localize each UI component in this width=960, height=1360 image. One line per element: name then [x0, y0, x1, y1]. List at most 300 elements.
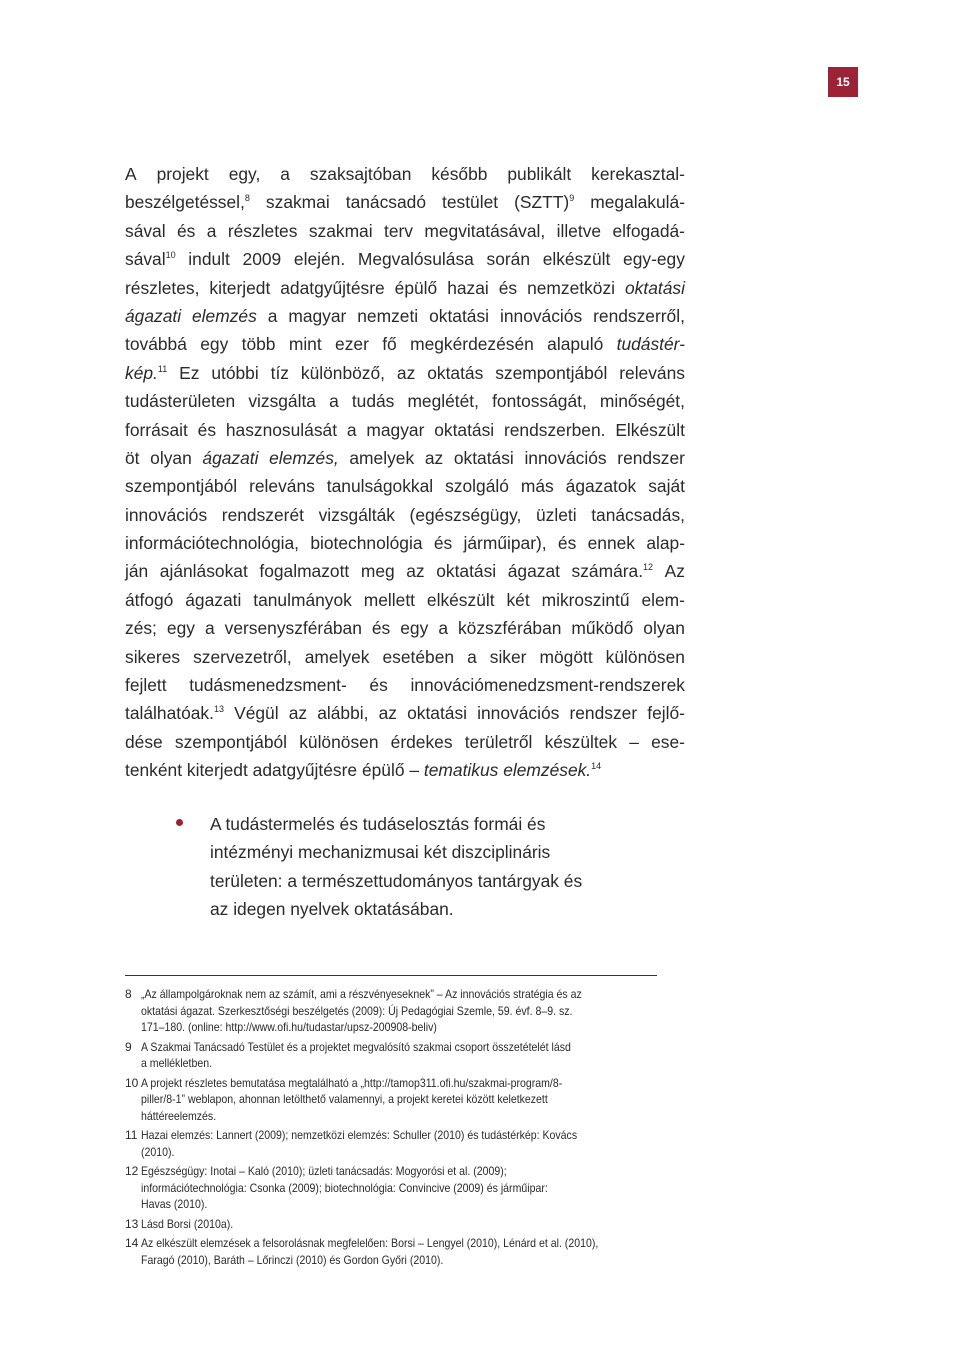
footnote-line: információtechnológia: Csonka (2009); biotechnológia: Convincive (2009) és járműipar:: [141, 1180, 548, 1195]
word: [617, 330, 685, 358]
word: [467, 643, 477, 671]
paragraph-line: [125, 699, 685, 727]
text-fragment: szempontjából: [174, 731, 288, 752]
text-fragment: mögött: [539, 646, 593, 667]
paragraph-line: [125, 671, 685, 699]
word: [588, 529, 635, 557]
text-fragment: az: [378, 703, 397, 724]
word: [253, 586, 352, 614]
text-fragment: tanácsadás,: [591, 504, 685, 525]
word: [358, 245, 474, 273]
word: [382, 330, 397, 358]
footnote-number: 8: [125, 987, 132, 1001]
text-fragment: ágazati: [125, 305, 182, 326]
word: [268, 302, 278, 330]
word: [125, 614, 157, 642]
word: [545, 728, 618, 756]
word: [289, 330, 322, 358]
text-fragment: kiterjedt: [186, 760, 248, 781]
text-fragment: esetében: [382, 646, 455, 667]
text-fragment: kép.: [125, 362, 158, 383]
text-fragment: vizsgálta: [248, 391, 316, 412]
text-fragment: ajánlásokat: [159, 561, 248, 582]
word: [179, 359, 199, 387]
text-fragment: üzleti: [535, 504, 577, 525]
word: [207, 217, 217, 245]
paragraph-line: [125, 416, 685, 444]
text-fragment: szolgáló: [445, 476, 509, 497]
text-fragment: más: [520, 476, 554, 497]
word: [125, 699, 224, 727]
word: [384, 217, 413, 245]
text-fragment: oktatási: [407, 703, 468, 724]
word: [434, 416, 494, 444]
text-fragment: tanácsadó: [345, 192, 426, 213]
text-fragment: öt: [125, 447, 140, 468]
text-fragment: alapuló: [547, 334, 604, 355]
text-fragment: amelyek: [304, 646, 370, 667]
word: [591, 501, 685, 529]
text-fragment: egy-egy: [623, 249, 685, 270]
paragraph-line: [125, 472, 685, 500]
text-fragment: oktatási: [429, 305, 490, 326]
word: [648, 472, 685, 500]
footnote-line: Az elkészült elemzések a felsorolásnak megfelelően: Borsi – Lengyel (2010), Lénárd et al. (2010),: [141, 1236, 599, 1250]
text-fragment: egy: [166, 618, 195, 639]
word: [310, 529, 422, 557]
text-fragment: tanulságokkal: [326, 476, 434, 497]
word: [536, 501, 577, 529]
text-fragment: ágazati: [202, 447, 259, 468]
word: [125, 501, 207, 529]
footnote-number: 13: [125, 1216, 139, 1231]
word: [335, 330, 369, 358]
word: [266, 188, 330, 216]
word: [651, 728, 685, 756]
text-fragment: és: [498, 277, 518, 298]
text-fragment: tematikus: [423, 760, 499, 781]
paragraph-line: [125, 160, 685, 188]
text-fragment: épülő: [361, 760, 405, 781]
word: [600, 387, 685, 415]
word: [352, 387, 395, 415]
word: [188, 245, 230, 273]
word: [665, 557, 685, 585]
word: [234, 699, 278, 727]
paragraph-line: [125, 217, 685, 245]
word: [357, 302, 418, 330]
word: [125, 302, 181, 330]
paragraph-line: [125, 501, 685, 529]
word: [606, 643, 685, 671]
word: [410, 501, 522, 529]
word: [349, 444, 414, 472]
text-fragment: megvitatásával,: [424, 220, 546, 241]
footnote-number: 10: [125, 1075, 139, 1090]
word: [465, 728, 533, 756]
text-fragment: adatgyűjtésre: [280, 277, 385, 298]
word: [200, 330, 228, 358]
bullet-text: [210, 810, 656, 924]
word: [406, 557, 424, 585]
word: [125, 274, 199, 302]
footnote-line: a mellékletben.: [141, 1056, 213, 1070]
text-fragment: magyar: [366, 419, 425, 440]
text-fragment: testület: [442, 192, 499, 213]
word: [125, 472, 237, 500]
word: [438, 614, 448, 642]
word: [445, 472, 509, 500]
bullet-line: A tudástermelés és tudáselosztás formái és: [210, 814, 546, 834]
text-fragment: több: [241, 334, 276, 355]
word: [646, 529, 685, 557]
text-fragment: fejlett: [125, 675, 167, 696]
text-fragment: adatgyűjtésre: [252, 760, 358, 781]
word: [619, 359, 685, 387]
word: [400, 614, 428, 642]
word: [407, 699, 467, 727]
text-fragment: fejlő-: [647, 703, 685, 724]
bullet-item: [176, 810, 656, 924]
word: [424, 217, 545, 245]
text-fragment: ján: [125, 561, 149, 582]
text-fragment: hazai: [447, 277, 489, 298]
text-fragment: érdekes: [390, 731, 453, 752]
word: [591, 160, 685, 188]
footnote: [125, 986, 665, 1036]
text-fragment: terv: [383, 220, 413, 241]
word: [198, 416, 216, 444]
text-fragment: egy,: [228, 164, 261, 184]
bullet-line: intézményi mechanizmusai két diszciplináris: [210, 842, 551, 863]
word: [125, 586, 173, 614]
word: [361, 557, 395, 585]
text-fragment: és: [371, 618, 391, 639]
main-paragraph: [125, 160, 685, 785]
footnote: [125, 1163, 665, 1213]
word: [259, 557, 349, 585]
word: [641, 586, 685, 614]
text-fragment: (egészségügy,: [409, 504, 522, 525]
text-fragment: –: [409, 760, 420, 781]
footnote-line: háttéreelemzés.: [141, 1108, 217, 1123]
text-fragment: siker: [489, 646, 527, 667]
word: [125, 671, 167, 699]
footnote-reference: 13: [213, 704, 224, 715]
text-fragment: ágazat: [507, 561, 560, 582]
footnote-reference: 8: [244, 193, 250, 204]
text-fragment: rendszerét: [221, 504, 304, 525]
footnote-reference: 12: [643, 562, 654, 573]
footnote-line: Faragó (2010), Baráth – Lőrinczi (2010) és Gordon Győri (2010).: [141, 1252, 444, 1267]
text-fragment: elején.: [293, 249, 346, 270]
text-fragment: meg: [360, 561, 395, 582]
text-fragment: alábbi,: [317, 703, 369, 724]
footnote-number: 9: [125, 1039, 132, 1054]
text-fragment: olyan: [643, 618, 685, 639]
text-fragment: indult: [188, 249, 230, 270]
footnote-text: [141, 1163, 665, 1213]
paragraph-line: [125, 756, 685, 784]
bullet-line: az idegen nyelvek oktatásában.: [210, 899, 454, 920]
text-fragment: tenként: [125, 760, 183, 781]
word: [500, 302, 582, 330]
text-fragment: beszélgetéssel,: [125, 192, 245, 213]
text-fragment: illetve: [556, 220, 602, 241]
word: [409, 756, 419, 784]
word: [508, 557, 560, 585]
word: [495, 359, 607, 387]
text-fragment: továbbá: [125, 334, 187, 355]
word: [253, 756, 357, 784]
text-fragment: elkészült: [426, 589, 495, 610]
word: [225, 614, 362, 642]
word: [125, 557, 148, 585]
page-number: 15: [828, 67, 858, 97]
word: [125, 160, 137, 188]
text-fragment: releváns: [249, 476, 315, 497]
footnote-number: 12: [125, 1164, 139, 1178]
word: [391, 728, 453, 756]
paragraph-line: [125, 245, 685, 273]
word: [157, 160, 209, 188]
footnote-line: A Szakmai Tanácsadó Testület és a projektet megvalósító szakmai csoport összetételét lásd: [141, 1039, 571, 1054]
text-fragment: szempontjából: [125, 476, 238, 497]
text-fragment: tudástér-: [616, 334, 685, 355]
text-fragment: később: [431, 164, 488, 184]
footnote-reference: 14: [591, 761, 602, 772]
paragraph-line: [125, 728, 685, 756]
text-fragment: járműipar),: [463, 533, 547, 554]
text-fragment: ennek: [587, 533, 635, 554]
word: [167, 614, 195, 642]
text-fragment: kiterjedt: [209, 277, 271, 298]
word: [379, 699, 397, 727]
text-fragment: ágazatok: [565, 476, 637, 497]
word: [189, 671, 347, 699]
text-fragment: és: [557, 533, 577, 554]
text-fragment: és: [197, 419, 217, 440]
text-fragment: sával: [125, 249, 166, 270]
paragraph-line: [125, 529, 685, 557]
text-fragment: saját: [648, 476, 685, 497]
text-fragment: a: [280, 164, 290, 184]
word: [410, 671, 685, 699]
paragraph-line: [125, 586, 685, 614]
footnote-line: Hazai elemzés: Lannert (2009); nemzetközi elemzés: Schuller (2010) és tudástérkép: Kovács: [141, 1128, 578, 1142]
text-fragment: rendszerben.: [503, 419, 606, 440]
text-fragment: (SZTT): [514, 192, 570, 213]
word: [506, 586, 529, 614]
word: [317, 699, 368, 727]
footnote-line: oktatási ágazat. Szerkesztőségi beszélgetés (2009): Új Pedagógiai Szemle, 59. évf. 8–9. sz.: [141, 1003, 573, 1018]
word: [150, 444, 192, 472]
bullet-icon: [176, 819, 183, 826]
word: [647, 699, 685, 727]
word: [226, 416, 337, 444]
text-fragment: innovációs: [125, 504, 208, 525]
text-fragment: nemzeti: [357, 305, 419, 326]
word: [490, 643, 527, 671]
bullet-line: területen: a természettudományos tantárgyak és: [210, 870, 583, 891]
text-fragment: fontosságát,: [492, 391, 587, 412]
word: [175, 728, 287, 756]
word: [558, 529, 576, 557]
footnote: [125, 1235, 665, 1268]
text-fragment: területről: [464, 731, 533, 752]
text-fragment: olyan: [150, 447, 192, 468]
text-fragment: rendszer: [569, 703, 638, 724]
word: [125, 359, 167, 387]
text-fragment: a: [329, 391, 339, 412]
text-fragment: hasznosulását: [225, 419, 338, 440]
word: [507, 160, 571, 188]
text-fragment: oktatás: [427, 362, 484, 383]
word: [514, 188, 574, 216]
footnote-text: [141, 986, 665, 1036]
word: [617, 444, 685, 472]
word: [209, 274, 270, 302]
footnotes: [125, 986, 665, 1271]
text-fragment: zés;: [125, 618, 157, 639]
text-fragment: elemzés,: [269, 447, 339, 468]
word: [504, 416, 606, 444]
text-fragment: különböző,: [300, 362, 386, 383]
text-fragment: Végül: [234, 703, 279, 724]
word: [229, 160, 261, 188]
word: [615, 416, 685, 444]
text-fragment: rendszer: [617, 447, 685, 468]
paragraph-line: [125, 444, 685, 472]
word: [346, 188, 426, 216]
text-fragment: mint: [288, 334, 322, 355]
text-fragment: ese-: [651, 731, 685, 752]
text-fragment: meglétét,: [407, 391, 479, 412]
text-fragment: Megvalósulása: [357, 249, 474, 270]
word: [527, 274, 615, 302]
text-fragment: egy: [200, 334, 229, 355]
text-fragment: magyar: [288, 305, 347, 326]
word: [571, 614, 633, 642]
footnote-line: Lásd Borsi (2010a).: [141, 1216, 234, 1231]
text-fragment: az: [424, 447, 444, 468]
word: [309, 217, 373, 245]
paragraph-line: [125, 188, 685, 216]
text-fragment: készültek: [544, 731, 618, 752]
word: [305, 643, 370, 671]
word: [280, 160, 290, 188]
paragraph-line: [125, 302, 685, 330]
text-fragment: tíz: [270, 362, 289, 383]
footnote-text: [141, 1127, 665, 1160]
text-fragment: publikált: [507, 164, 572, 184]
word: [125, 330, 187, 358]
word: [593, 302, 685, 330]
text-fragment: épülő: [394, 277, 438, 298]
text-fragment: elkészült: [542, 249, 611, 270]
word: [192, 302, 257, 330]
text-fragment: oktatási: [625, 277, 685, 298]
word: [569, 699, 637, 727]
text-fragment: elem-: [641, 589, 685, 610]
text-fragment: az: [288, 703, 308, 724]
text-fragment: elfogadá-: [612, 220, 685, 241]
text-fragment: oktatási: [453, 447, 514, 468]
text-fragment: a: [438, 618, 448, 639]
word: [202, 444, 258, 472]
word: [629, 728, 639, 756]
word: [289, 699, 307, 727]
word: [407, 387, 479, 415]
word: [160, 557, 248, 585]
word: [547, 330, 603, 358]
text-fragment: szempontjából: [495, 362, 608, 383]
word: [458, 614, 561, 642]
text-fragment: Ez: [179, 362, 200, 383]
footnote-reference: 10: [165, 250, 176, 261]
word: [288, 302, 346, 330]
word: [280, 274, 384, 302]
word: [301, 359, 385, 387]
word: [397, 359, 415, 387]
word: [362, 756, 405, 784]
text-fragment: A: [125, 164, 137, 184]
footnote-line: piller/8-1” weblapon, ahonnan letölthető valamennyi, a projekt keretei között keletkezett: [141, 1092, 548, 1106]
word: [572, 557, 654, 585]
footnote-text: [141, 1039, 665, 1072]
word: [372, 614, 390, 642]
text-fragment: az: [406, 561, 425, 582]
word: [193, 643, 292, 671]
word: [487, 245, 531, 273]
footnote-text: [141, 1235, 665, 1268]
text-fragment: biotechnológia: [310, 533, 423, 554]
word: [454, 444, 514, 472]
footnote: [125, 1127, 665, 1160]
word: [612, 217, 685, 245]
text-fragment: minőségét,: [599, 391, 685, 412]
footnote-text: [141, 1216, 665, 1233]
text-fragment: közszférában: [457, 618, 562, 639]
word: [503, 756, 601, 784]
word: [499, 274, 517, 302]
text-fragment: versenyszférában: [224, 618, 362, 639]
word: [185, 586, 241, 614]
text-fragment: mikroszintű: [541, 589, 630, 610]
text-fragment: amelyek: [349, 447, 415, 468]
word: [543, 245, 611, 273]
word: [395, 274, 438, 302]
text-fragment: forrásait: [125, 419, 188, 440]
text-fragment: ágazati: [185, 589, 242, 610]
text-fragment: szaksajtóban: [309, 164, 412, 184]
text-fragment: a: [206, 220, 217, 241]
word: [125, 643, 180, 671]
word: [492, 387, 587, 415]
footnote-divider: [125, 975, 657, 976]
footnote: [125, 1216, 665, 1233]
footnote-number: 11: [125, 1128, 138, 1142]
text-fragment: utóbbi: [211, 362, 259, 383]
word: [347, 416, 357, 444]
text-fragment: és: [433, 533, 453, 554]
word: [125, 387, 235, 415]
word: [271, 359, 289, 387]
text-fragment: innovációs: [477, 703, 560, 724]
word: [125, 217, 166, 245]
paragraph-line: [125, 614, 685, 642]
word: [427, 359, 483, 387]
